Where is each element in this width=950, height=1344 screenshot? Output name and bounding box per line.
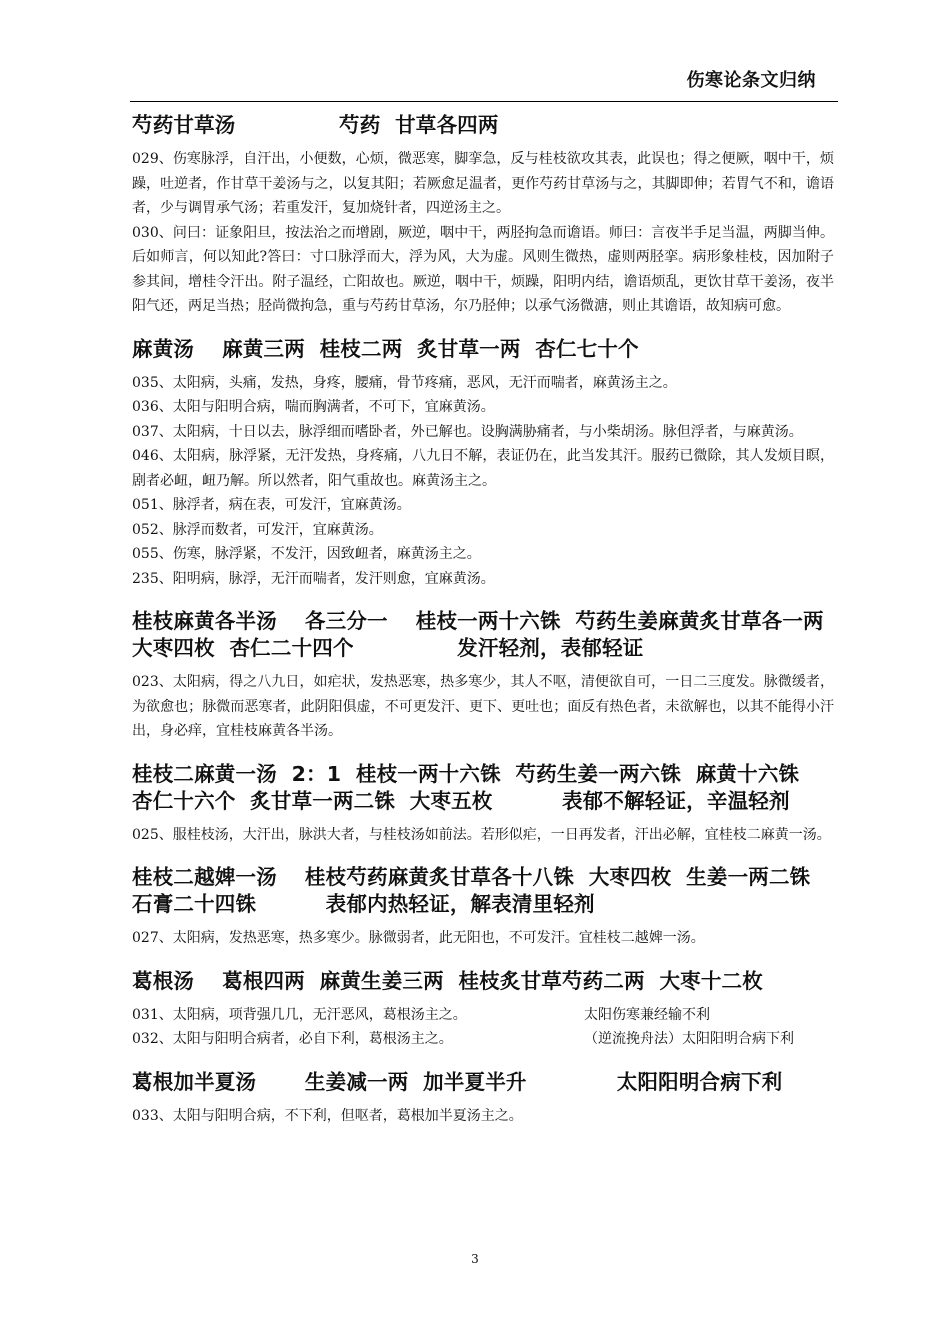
clause-list — [132, 1104, 834, 1129]
section-guizhi-er-mahuang-yi-tang — [132, 761, 834, 848]
clause-235: 235、阳明病，脉浮，无汗而喘者，发汗则愈，宜麻黄汤。 — [132, 570, 495, 587]
section-title: 桂枝麻黄各半汤 各三分一 桂枝一两十六铢 芍药生姜麻黄炙甘草各一两 大枣四枚 杏仁二十四个 发汗轻剂，表郁轻证 — [132, 609, 839, 660]
section-guizhi-mahuang-geban-tang — [132, 608, 839, 744]
section-gegen-jia-banxia-tang — [132, 1069, 834, 1129]
clause-032-note: （逆流挽舟法）太阳阳明合病下利 — [584, 1031, 794, 1047]
page-number: 3 — [471, 1252, 479, 1266]
clause-list — [132, 1003, 834, 1052]
section-title: 桂枝二越婢一汤 桂枝芍药麻黄炙甘草各十八铢 大枣四枚 生姜一两二铢 石膏二十四铢 表郁内热轻证，解表清里轻剂 — [132, 865, 826, 916]
section-title: 葛根加半夏汤 生姜减一两 加半夏半升 太阳阳明合病下利 — [132, 1069, 783, 1094]
section-mahuang-tang — [132, 336, 834, 592]
clause-030: 030、问曰：证象阳旦，按法治之而增剧，厥逆，咽中干，两胫拘急而谵语。师曰：言夜半手足当温，两脚当伸。后如师言，何以知此?答曰：寸口脉浮而大，浮为风，大为虚。风则生微热，虚则两胫挛。病形象桂枝，因加附子参其间，增桂令汗出。附子温经，亡阳故也。厥逆，咽中干，烦躁，阳明内结，谵语烦乱，更饮甘草干姜汤，夜半阳气还，两足当热；胫尚微拘急，重与芍药甘草汤，尔乃胫伸；以承气汤微溏，则止其谵语，故知病可愈。 — [132, 224, 834, 314]
clause-row-032 — [132, 1027, 834, 1052]
section-guizhi-er-yuebi-yi-tang — [132, 864, 834, 951]
clause-032: 032、太阳与阳明合病者，必自下利，葛根汤主之。 — [132, 1031, 453, 1047]
clause-031-note: 太阳伤寒兼经输不利 — [584, 1006, 710, 1023]
clause-029: 029、伤寒脉浮，自汗出，小便数，心烦，微恶寒，脚挛急，反与桂枝欲攻其表，此误也；得之便厥，咽中干，烦躁，吐逆者，作甘草干姜汤与之，以复其阳；若厥愈足温者，更作芍药甘草汤与之，其脚即伸；若胃气不和，谵语者，少与调胃承气汤；若重发汗，复加烧针者，四逆汤主之。 — [132, 151, 834, 216]
clause-025: 025、服桂枝汤，大汗出，脉洪大者，与桂枝汤如前法。若形似疟，一日再发者，汗出必解，宜桂枝二麻黄一汤。 — [132, 826, 831, 843]
section-title: 芍药甘草汤 芍药 甘草各四两 — [132, 113, 499, 137]
section-title: 葛根汤 葛根四两 麻黄生姜三两 桂枝炙甘草芍药二两 大枣十二枚 — [132, 968, 763, 993]
clause-list — [132, 371, 834, 592]
clause-027: 027、太阳病，发热恶寒，热多寒少。脉微弱者，此无阳也，不可发汗。宜桂枝二越婢一汤。 — [132, 930, 705, 946]
section-shaoyao-gancao-tang — [132, 112, 834, 319]
header-rule — [130, 101, 838, 102]
clause-031: 031、太阳病，项背强几几，无汗恶风，葛根汤主之。 — [132, 1006, 467, 1023]
clause-list — [132, 823, 834, 848]
clause-035: 035、太阳病，头痛，发热，身疼，腰痛，骨节疼痛，恶风，无汗而喘者，麻黄汤主之。 — [132, 374, 677, 391]
clause-list — [132, 670, 834, 744]
section-title: 麻黄汤 麻黄三两 桂枝二两 炙甘草一两 杏仁七十个 — [132, 336, 639, 361]
clause-033: 033、太阳与阳明合病，不下利，但呕者，葛根加半夏汤主之。 — [132, 1107, 523, 1124]
page-content — [132, 108, 839, 1128]
clause-row-031 — [132, 1003, 834, 1028]
clause-052: 052、脉浮而数者，可发汗，宜麻黄汤。 — [132, 521, 383, 538]
clause-023: 023、太阳病，得之八九日，如疟状，发热恶寒，热多寒少，其人不呕，清便欲自可，一日二三度发。脉微缓者，为欲愈也；脉微而恶寒者，此阴阳俱虚，不可更发汗、更下、更吐也；面反有热色者，未欲解也，以其不能得小汗出，身必痒，宜桂枝麻黄各半汤。 — [132, 674, 834, 739]
clause-list — [132, 147, 834, 319]
clause-037: 037、太阳病，十日以去，脉浮细而嗜卧者，外已解也。设胸满胁痛者，与小柴胡汤。脉但浮者，与麻黄汤。 — [132, 423, 803, 440]
clause-list — [132, 926, 834, 951]
running-header-title: 伤寒论条文归纳 — [686, 70, 816, 91]
clause-036: 036、太阳与阳明合病，喘而胸满者，不可下，宜麻黄汤。 — [132, 399, 495, 415]
clause-051: 051、脉浮者，病在表，可发汗，宜麻黄汤。 — [132, 497, 411, 513]
clause-055: 055、伤寒，脉浮紧，不发汗，因致衄者，麻黄汤主之。 — [132, 546, 481, 562]
clause-046: 046、太阳病，脉浮紧，无汗发热，身疼痛，八九日不解，表证仍在，此当发其汗。服药已微除，其人发烦目瞑，剧者必衄，衄乃解。所以然者，阳气重故也。麻黄汤主之。 — [132, 448, 834, 489]
section-title: 桂枝二麻黄一汤 2：1 桂枝一两十六铢 芍药生姜一两六铢 麻黄十六铢 杏仁十六个 炙甘草一两二铢 大枣五枚 表郁不解轻证，辛温轻剂 — [132, 761, 814, 813]
section-gegen-tang — [132, 968, 834, 1052]
